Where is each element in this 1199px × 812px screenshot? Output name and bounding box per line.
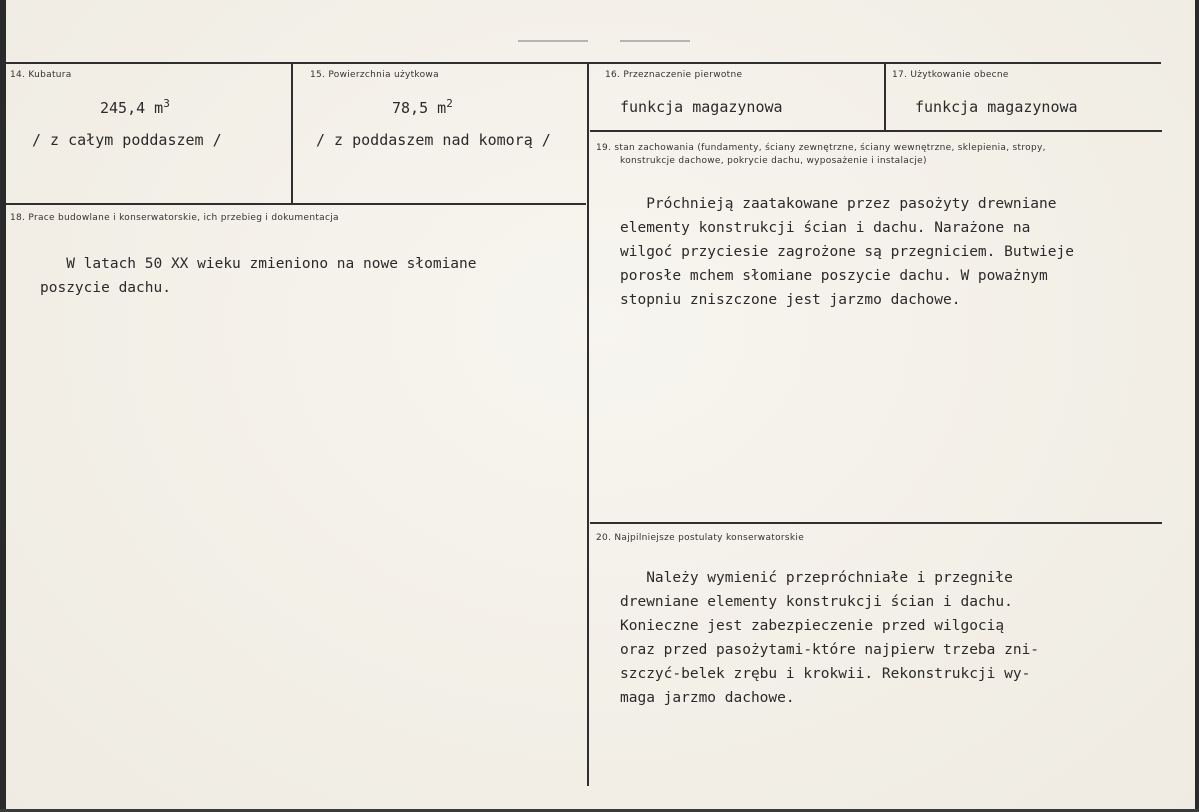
scan-smudge (620, 40, 690, 42)
top-rule (6, 62, 1161, 64)
field-20-text (620, 566, 1039, 710)
field-15-value (392, 97, 453, 117)
field-14-note: / z całym poddaszem / (32, 131, 222, 149)
field-15-note: / z poddaszem nad komorą / (316, 131, 551, 149)
field-17-value: funkcja magazynowa (915, 98, 1078, 116)
divider-16-17 (884, 62, 886, 130)
field-15-value-number: 78,5 m (392, 99, 447, 117)
text-line: stopniu zniszczone jest jarzmo dachowe. (620, 292, 961, 308)
field-20-label: 20. Najpilniejsze postulaty konserwatorskie (596, 533, 805, 543)
text-line: Konieczne jest zabezpieczenie przed wilgocią (620, 618, 1005, 634)
field-14-value (100, 97, 170, 117)
rule-below-16-17 (590, 130, 1162, 132)
text-line: poszycie dachu. (40, 280, 171, 296)
field-16-label: 16. Przeznaczenie pierwotne (605, 70, 743, 80)
scan-smudge (518, 40, 588, 42)
text-line: porosłe mchem słomiane poszycie dachu. W poważnym (620, 268, 1048, 284)
field-15-value-unit-exponent: 2 (446, 97, 453, 110)
text-line: elementy konstrukcji ścian i dachu. Narażone na (620, 220, 1031, 236)
field-18-label: 18. Prace budowlane i konserwatorskie, ich przebieg i dokumentacja (10, 213, 339, 223)
text-line: drewniane elementy konstrukcji ścian i dachu. (620, 594, 1013, 610)
field-18-text (40, 252, 477, 300)
text-line: W latach 50 XX wieku zmieniono na nowe słomiane (40, 256, 477, 272)
text-line: wilgoć przyciesie zagrożone są przegniciem. Butwieje (620, 244, 1074, 260)
scan-edge-left (0, 0, 6, 812)
field-19-text (620, 192, 1074, 312)
field-16-value: funkcja magazynowa (620, 98, 783, 116)
text-line: szczyć-belek zrębu i krokwii. Rekonstrukcji wy- (620, 666, 1031, 682)
rule-below-14-15 (6, 203, 586, 205)
scan-edge-right (1195, 0, 1199, 812)
field-19-label-line-2: konstrukcje dachowe, pokrycie dachu, wyposażenie i instalacje) (620, 156, 927, 166)
divider-14-15 (291, 62, 293, 204)
text-line: maga jarzmo dachowe. (620, 690, 795, 706)
field-14-value-number: 245,4 m (100, 99, 164, 117)
field-14-label: 14. Kubatura (10, 70, 72, 80)
main-column-divider (587, 62, 589, 786)
field-15-label: 15. Powierzchnia użytkowa (310, 70, 439, 80)
text-line: Próchnieją zaatakowane przez pasożyty drewniane (620, 196, 1057, 212)
field-14-value-unit-exponent: 3 (163, 97, 170, 110)
rule-above-20 (590, 522, 1162, 524)
field-19-label-line-1: 19. stan zachowania (fundamenty, ściany zewnętrzne, ściany wewnętrzne, sklepienia, stropy, (596, 143, 1046, 153)
text-line: Należy wymienić przepróchniałe i przegniłe (620, 570, 1013, 586)
field-17-label: 17. Użytkowanie obecne (892, 70, 1009, 80)
text-line: oraz przed pasożytami-które najpierw trzeba zni- (620, 642, 1040, 658)
